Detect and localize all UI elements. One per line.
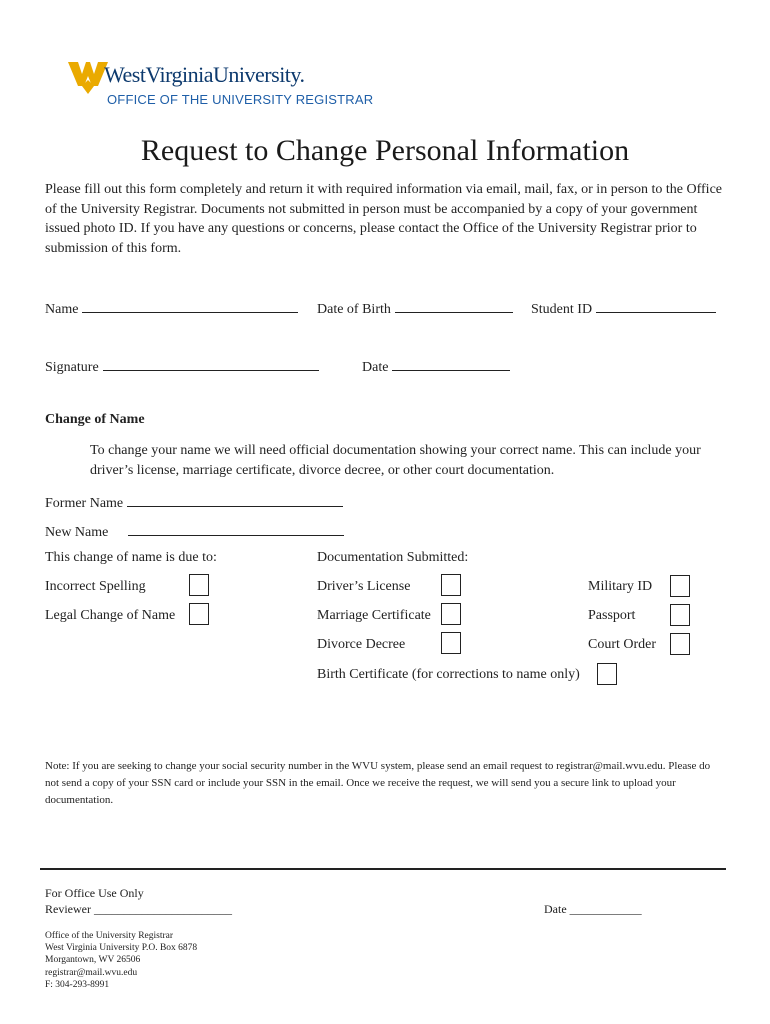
address-line-3: Morgantown, WV 26506: [45, 955, 141, 966]
signature-label: Signature: [45, 360, 99, 375]
doc-passport-checkbox[interactable]: [670, 604, 690, 626]
signature-field[interactable]: [45, 356, 319, 376]
office-use-heading: For Office Use Only: [45, 886, 144, 900]
docs-label: Documentation Submitted:: [317, 550, 469, 565]
new-name-label: New Name: [45, 525, 109, 540]
reason-legal-change-checkbox[interactable]: [189, 603, 209, 625]
name-field[interactable]: [45, 298, 298, 318]
new-name-field[interactable]: [45, 521, 344, 541]
former-name-line[interactable]: [127, 492, 343, 507]
change-of-name-description: To change your name we will need official documentation showing your correct name. This can include your driver’s license, marriage certificate, divorce decree, or other court documentation.: [90, 443, 701, 478]
office-date-field[interactable]: Date ____________: [544, 902, 642, 916]
doc-court-order-checkbox[interactable]: [670, 633, 690, 655]
doc-divorce-decree-checkbox[interactable]: [441, 632, 461, 654]
reason-legal-change-label: Legal Change of Name: [45, 608, 176, 623]
dob-line[interactable]: [395, 298, 513, 313]
dob-label: Date of Birth: [317, 302, 391, 317]
former-name-label: Former Name: [45, 496, 124, 511]
former-name-field[interactable]: [45, 492, 343, 512]
date-label: Date: [362, 360, 389, 375]
new-name-line[interactable]: [128, 521, 344, 536]
doc-birth-certificate-label: Birth Certificate (for corrections to name only): [317, 667, 580, 682]
doc-passport-label: Passport: [588, 608, 636, 623]
name-line[interactable]: [82, 298, 298, 313]
address-fax: F: 304-293-8991: [45, 979, 110, 990]
doc-military-id-checkbox[interactable]: [670, 575, 690, 597]
doc-court-order-label: Court Order: [588, 637, 657, 652]
logo-wordmark: WestVirginiaUniversity.: [104, 62, 305, 87]
section-divider: [40, 868, 726, 870]
reason-incorrect-spelling-checkbox[interactable]: [189, 574, 209, 596]
doc-birth-certificate-checkbox[interactable]: [597, 663, 617, 685]
student-id-label: Student ID: [531, 302, 593, 317]
name-label: Name: [45, 302, 79, 317]
doc-military-id-label: Military ID: [588, 579, 653, 594]
doc-drivers-license-checkbox[interactable]: [441, 574, 461, 596]
date-field[interactable]: [362, 356, 510, 376]
doc-marriage-certificate-checkbox[interactable]: [441, 603, 461, 625]
logo-subtitle: OFFICE OF THE UNIVERSITY REGISTRAR: [107, 92, 374, 107]
change-of-name-heading: Change of Name: [45, 412, 145, 427]
ssn-note: Note: If you are seeking to change your social security number in the WVU system, please send an email request to registrar@mail.wvu.edu. Please do not send a copy of your SSN card or include your SSN in the email. Once we receive the request, we will send you a secure link to upload your documentation.: [45, 760, 711, 806]
wvu-logo-icon: [68, 60, 108, 96]
reason-label: This change of name is due to:: [45, 550, 217, 565]
student-id-field[interactable]: [531, 298, 716, 318]
reason-incorrect-spelling-label: Incorrect Spelling: [45, 579, 146, 594]
office-address: [45, 930, 197, 991]
office-use-block: [45, 885, 232, 917]
reviewer-field[interactable]: Reviewer _______________________: [45, 902, 232, 916]
doc-drivers-license-label: Driver’s License: [317, 579, 411, 594]
dob-field[interactable]: [317, 298, 513, 318]
doc-marriage-certificate-label: Marriage Certificate: [317, 608, 431, 623]
address-line-1: Office of the University Registrar: [45, 931, 174, 941]
signature-line[interactable]: [103, 356, 319, 371]
doc-divorce-decree-label: Divorce Decree: [317, 637, 406, 652]
student-id-line[interactable]: [596, 298, 716, 313]
date-line[interactable]: [392, 356, 510, 371]
intro-paragraph: Please fill out this form completely and return it with required information via email, mail, fax, or in person to the Office of the University Registrar. Documents not submitted in person must be accompanied by a copy of your government issued photo ID. If you have any questions or concerns, please contact the Office of the University Registrar prior to submission of this form.: [45, 182, 723, 256]
address-line-2: West Virginia University P.O. Box 6878: [45, 943, 198, 954]
address-email: registrar@mail.wvu.edu: [45, 967, 138, 978]
page-title: Request to Change Personal Information: [140, 134, 630, 167]
